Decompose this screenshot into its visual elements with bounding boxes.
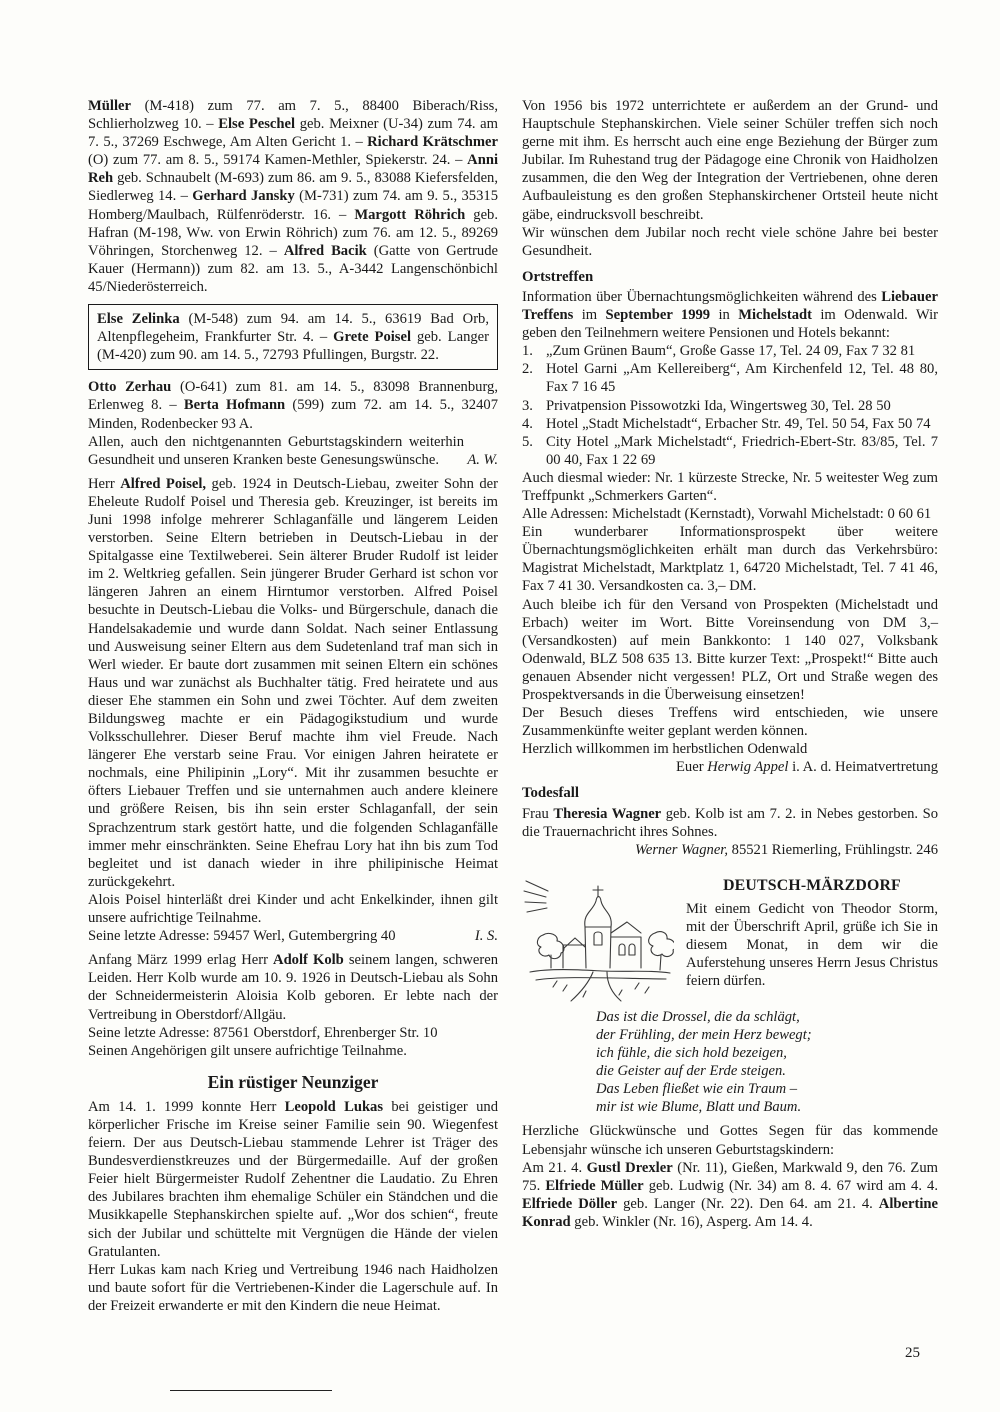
besuch-note: Der Besuch dieses Treffens wird entschieden, wie unsere Zusammenkünfte weiter geplant werden können. (522, 705, 938, 740)
hotel-list (522, 342, 938, 469)
poem-line: Das Leben fließet wie ein Traum – (596, 1081, 798, 1098)
hotel-list-item (522, 433, 938, 469)
todesfall-paragraph: Frau Theresia Wagner geb. Kolb ist am 7. 2. in Nebes gestorben. So die Trauernachricht ihres Sohnes. (522, 805, 939, 840)
maerzdorf-wishes: Herzliche Glückwünsche und Gottes Segen für das kommende Lebensjahr wünsche ich unseren Geburtstagskindern: (522, 1123, 938, 1158)
wagner-signature: Werner Wagner, 85521 Riemerling, Frühlingstr. 246 (635, 841, 938, 858)
section-heading-ortstreffen: Ortstreffen (522, 268, 594, 285)
hotel-item-text: Hotel Garni „Am Kellereiberg“, Am Kirchenfeld 12, Tel. 48 80, Fax 7 16 45 (546, 361, 938, 396)
appel-signature: Euer Herwig Appel i. A. d. Heimatvertretung (676, 759, 938, 776)
lukas-article-part3: Von 1956 bis 1972 unterrichtete er außerdem an der Grund- und Hauptschule Stephanskirchen. Viele seiner Schüler treffen sich noch gerne mit ihm. Es herrscht auch eine enge Beziehung der Bürger zum Jubilar. Im Ruhestand trug der Pädagoge eine Chronik von Haidholzen zusammen, die den Weg der Integration der Vertriebenen, ohne deren Aufbauleistung es den großen Stephanskirchener Ortsteil heute nicht gäbe, eindrucksvoll beschreibt. (522, 98, 938, 223)
hotel-list-item (522, 397, 938, 415)
storm-poem (522, 1008, 938, 1117)
lukas-article-part1: Am 14. 1. 1999 konnte Herr Leopold Lukas bei geistiger und körperlicher Frische im Kreise seiner Familie sein 90. Wiegenfest feiern. Der aus Deutsch-Liebau stammende Lehrer ist Träger des Bundesverdienstkreuzes und der Bürgermedaille. Auf der großen Feier hielt Bürgermeister Rudolf Zehentner die Laudatio. Zu Ehren des Jubilares brachten ihm ehemalige Schüler ein Ständchen und die Musikkapelle Stephanskirchen spielte auf. „Wor dos schien“, freute sich der Jubilar und schüttelte mit Vergnügen die Hände der vielen Gratulanten. (88, 1098, 498, 1260)
poem-line: der Frühling, der mein Herz bewegt; (596, 1026, 812, 1043)
hotel-item-number: 5. (522, 433, 533, 450)
page-number: 25 (905, 1345, 920, 1361)
maerzdorf-birthdays: Am 21. 4. Gustl Drexler (Nr. 11), Gießen, Markwald 9, den 76. Zum 75. Elfriede Müller geb. Ludwig (Nr. 34) am 8. 4. 67 wird am 4. 4. Elfriede Döller geb. Langer (Nr. 22). Den 64. am 21. 4. Albertine Konrad geb. Winkler (Nr. 16), Asperg. Am 14. 4. (522, 1159, 939, 1230)
left-column (88, 97, 498, 1315)
willkommen-line: Herzlich willkommen im herbstlichen Odenwald (522, 741, 808, 758)
boxed-birthday-text: Else Zelinka (M-548) zum 94. am 14. 5., 63619 Bad Orb, Altenpflegeheim, Frankfurter Str. 4. – Grete Poisel geb. Langer (M-420) zum 90. am 14. 5., 72793 Pfullingen, Burgstr. 22. (97, 311, 490, 364)
hotel-item-text: Hotel „Stadt Michelstadt“, Erbacher Str. 49, Tel. 50 54, Fax 50 74 (546, 415, 931, 432)
hotel-item-number: 3. (522, 397, 533, 414)
prospekt-info-1: Ein wunderbarer Informationsprospekt über weitere Übernachtungsmöglichkeiten erhält man durch das Verkehrsbüro: Magistrat Michelstadt, Marktplatz 1, 64720 Michelstadt, Tel. 7 41 46, Fax 7 41 30. Versandkosten ca. 3,– DM. (522, 524, 938, 595)
lukas-article-part2: Herr Lukas kam nach Krieg und Vertreibung 1946 nach Haidholzen und baute sofort für die Vertriebenen-Kinder die Lagerschule auf. In der Freizeit erwanderte er mit den Kindern die neue Heimat. (88, 1261, 498, 1314)
poem-line: Das ist die Drossel, die da schlägt, (596, 1008, 800, 1025)
footer-rule (170, 1390, 332, 1391)
kolb-address: Seine letzte Adresse: 87561 Oberstdorf, Ehrenberger Str. 10 (88, 1024, 438, 1041)
birthday-wishes-signature: A. W. (467, 451, 498, 468)
birthday-wishes (88, 433, 498, 469)
addresses-note: Alle Adressen: Michelstadt (Kernstadt), Vorwahl Michelstadt: 0 60 61 (522, 506, 932, 523)
section-heading-neunziger: Ein rüstiger Neunziger (207, 1071, 379, 1092)
poisel-signature: I. S. (474, 928, 498, 945)
newsletter-page (88, 97, 938, 1315)
hotel-item-number: 4. (522, 415, 533, 432)
poisel-obituary: Herr Alfred Poisel, geb. 1924 in Deutsch-Liebau, zweiter Sohn der Eheleute Rudolf Poisel und Theresia geb. Kreuzinger, ist bereits im Juni 1998 infolge mehrerer Schlaganfälle und längerem Leiden verstorben. Seine Eltern betrieben in Deutsch-Liebau in der Spitalgasse eine Textilweberei. Sein älterer Bruder Rudolf ist leider im 2. Weltkrieg gefallen. Sein jüngerer Bruder Gerhard ist schon vor längeren Jahren an einem Hirntumor verstorben. Alfred Poisel besuchte in Deutsch-Liebau die Volks- und Bürgerschule, danach die Handelsakademie und wurde dann Soldat. Nach seiner Entlassung und Ausweisung seiner Eltern aus dem Sudetenland traf man sich in Werl wieder. Er baute dort zusammen mit seinen Eltern ein schönes Haus und war zunächst als Buchhalter tätig. Fred heiratete und aus dieser Ehe stammen ein Sohn und zwei Töchter. Auf dem zweiten Bildungsweg machte er ein Pädagogikstudium und wurde Volksschullehrer. Dieser Beruf machte ihm viel Freude. Nach längerer Ehe verstarb seine Frau. Vor einigen Jahren heiratete er nochmals, eine Philipinin „Lory“. Mit ihr zusammen besuchte er öfters Liebauer Treffen und sie unternahmen auch andere kleinere und größere Reisen, bis ihn sein erster Schlaganfall, der sein Sprachzentrum stark gestört hatte, und die folgenden Schlaganfälle immer mehr einschränkten. Seine Ehefrau Lory hat ihn bis zum Tod begleitet und ist danach wieder in ihre philipinische Heimat zurückgekehrt. (88, 475, 498, 890)
right-column (522, 97, 938, 1315)
prospekt-info-2: Auch bleibe ich für den Versand von Prospekten (Michelstadt und Erbach) weiter im Wort. Bitte Voreinsendung von DM 3,– (Versandkosten) auf mein Bankkonto: 1 140 027, Volksbank Odenwald, BLZ 508 635 13. Bitte kurzer Text: „Prospekt!“ Bitte auch genauen Absender nicht vergessen! PLZ, Ort und Straße wegen des Prospektversands in die Überweisung einsetzen! (522, 596, 938, 703)
route-note: Auch diesmal wieder: Nr. 1 kürzeste Strecke, Nr. 5 weitester Weg zum Treffpunkt „Schmerkers Garten“. (522, 469, 938, 504)
church-sketch-illustration (522, 875, 674, 1005)
kolb-obituary: Anfang März 1999 erlag Herr Adolf Kolb seinem langen, schweren Leiden. Herr Kolb wurde am 10. 9. 1926 in Deutsch-Liebau als Sohn der Schneidermeisterin Aloisia Kolb geboren. Er lebte nach der Vertreibung in Oberstdorf/Allgäu. (88, 952, 499, 1023)
section-heading-todesfall: Todesfall (522, 785, 580, 802)
hotel-item-number: 1. (522, 343, 533, 360)
maerzdorf-section (522, 875, 938, 1005)
section-heading-maerzdorf: DEUTSCH-MÄRZDORF (723, 876, 901, 894)
kolb-condolence: Seinen Angehörigen gilt unsere aufrichtige Teilnahme. (88, 1042, 407, 1059)
hotel-item-number: 2. (522, 361, 533, 378)
hotel-item-text: City Hotel „Mark Michelstadt“, Friedrich-Ebert-Str. 83/85, Tel. 7 00 40, Fax 1 22 69 (546, 433, 938, 468)
poisel-address: Seine letzte Adresse: 59457 Werl, Gutembergring 40 (88, 928, 396, 945)
poem-line: ich fühle, die sich hold bezeigen, (596, 1045, 787, 1062)
poem-line: mir ist wie Blume, Blatt und Baum. (596, 1099, 802, 1116)
birthday-listings-continued: Otto Zerhau (O-641) zum 81. am 14. 5., 83098 Brannenburg, Erlenweg 8. – Berta Hofmann (599) zum 72. am 14. 5., 32407 Minden, Rodenbecker 93 A. (88, 379, 498, 432)
maerzdorf-intro: Mit einem Gedicht von Theodor Storm, mit der Überschrift April, grüße ich Sie in diesem Monat, in dem wir die Auferstehung unseres Herrn Jesus Christus feiern dürfen. (686, 900, 938, 990)
hotel-list-item (522, 360, 938, 396)
poem-line: die Geister auf der Erde steigen. (596, 1063, 786, 1080)
birthday-wishes-text: Allen, auch den nichtgenannten Geburtstagskindern weiterhin Gesundheit und unseren Kranken beste Genesungswünsche. (88, 433, 464, 468)
poisel-address-line (88, 927, 498, 945)
hotel-list-item (522, 415, 938, 433)
hotel-item-text: „Zum Grünen Baum“, Große Gasse 17, Tel. 24 09, Fax 7 32 81 (546, 343, 916, 360)
hotel-item-text: Privatpension Pissowotzki Ida, Wingertsweg 30, Tel. 28 50 (546, 397, 891, 414)
hotel-list-item (522, 342, 938, 360)
maerzdorf-text-block (686, 875, 938, 991)
ortstreffen-intro: Information über Übernachtungsmöglichkeiten während des Liebauer Treffens im September 1999 in Michelstadt im Odenwald. Wir geben den Teilnehmern weitere Pensionen und Hotels bekannt: (522, 288, 938, 342)
poisel-condolence: Alois Poisel hinterläßt drei Kinder und acht Enkelkinder, ihnen gilt unsere aufrichtige Teilnahme. (88, 891, 498, 927)
birthday-listings-paragraph: Müller (M-418) zum 77. am 7. 5., 88400 Biberach/Riss, Schlierholzweg 10. – Else Peschel geb. Meixner (U-34) zum 74. am 7. 5., 37269 Eschwege, Am Alten Gericht 1. – Richard Krätschmer (O) zum 77. am 8. 5., 59174 Kamen-Methler, Spiekerstr. 24. – Anni Reh geb. Schnaubelt (M-693) zum 86. am 9. 5., 83088 Kiefersfelden, Siedlerweg 14. – Gerhard Jansky (M-731) zum 74. am 9. 5., 35315 Homberg/Maulbach, Rülfenröderstr. 16. – Margott Röhrich geb. Hafran (M-198, Ww. von Erwin Röhrich) zum 76. am 12. 5., 89269 Vöhringen, Storchenweg 12. – Alfred Bacik (Gatte von Gertrude Kauer (Hermann)) zum 82. am 13. 5., A-3442 Langenschönbichl 45/Niederösterreich. (88, 98, 499, 295)
boxed-birthday-listings (88, 304, 498, 370)
lukas-article-part4: Wir wünschen dem Jubilar noch recht viele schöne Jahre bei bester Gesundheit. (522, 224, 938, 259)
